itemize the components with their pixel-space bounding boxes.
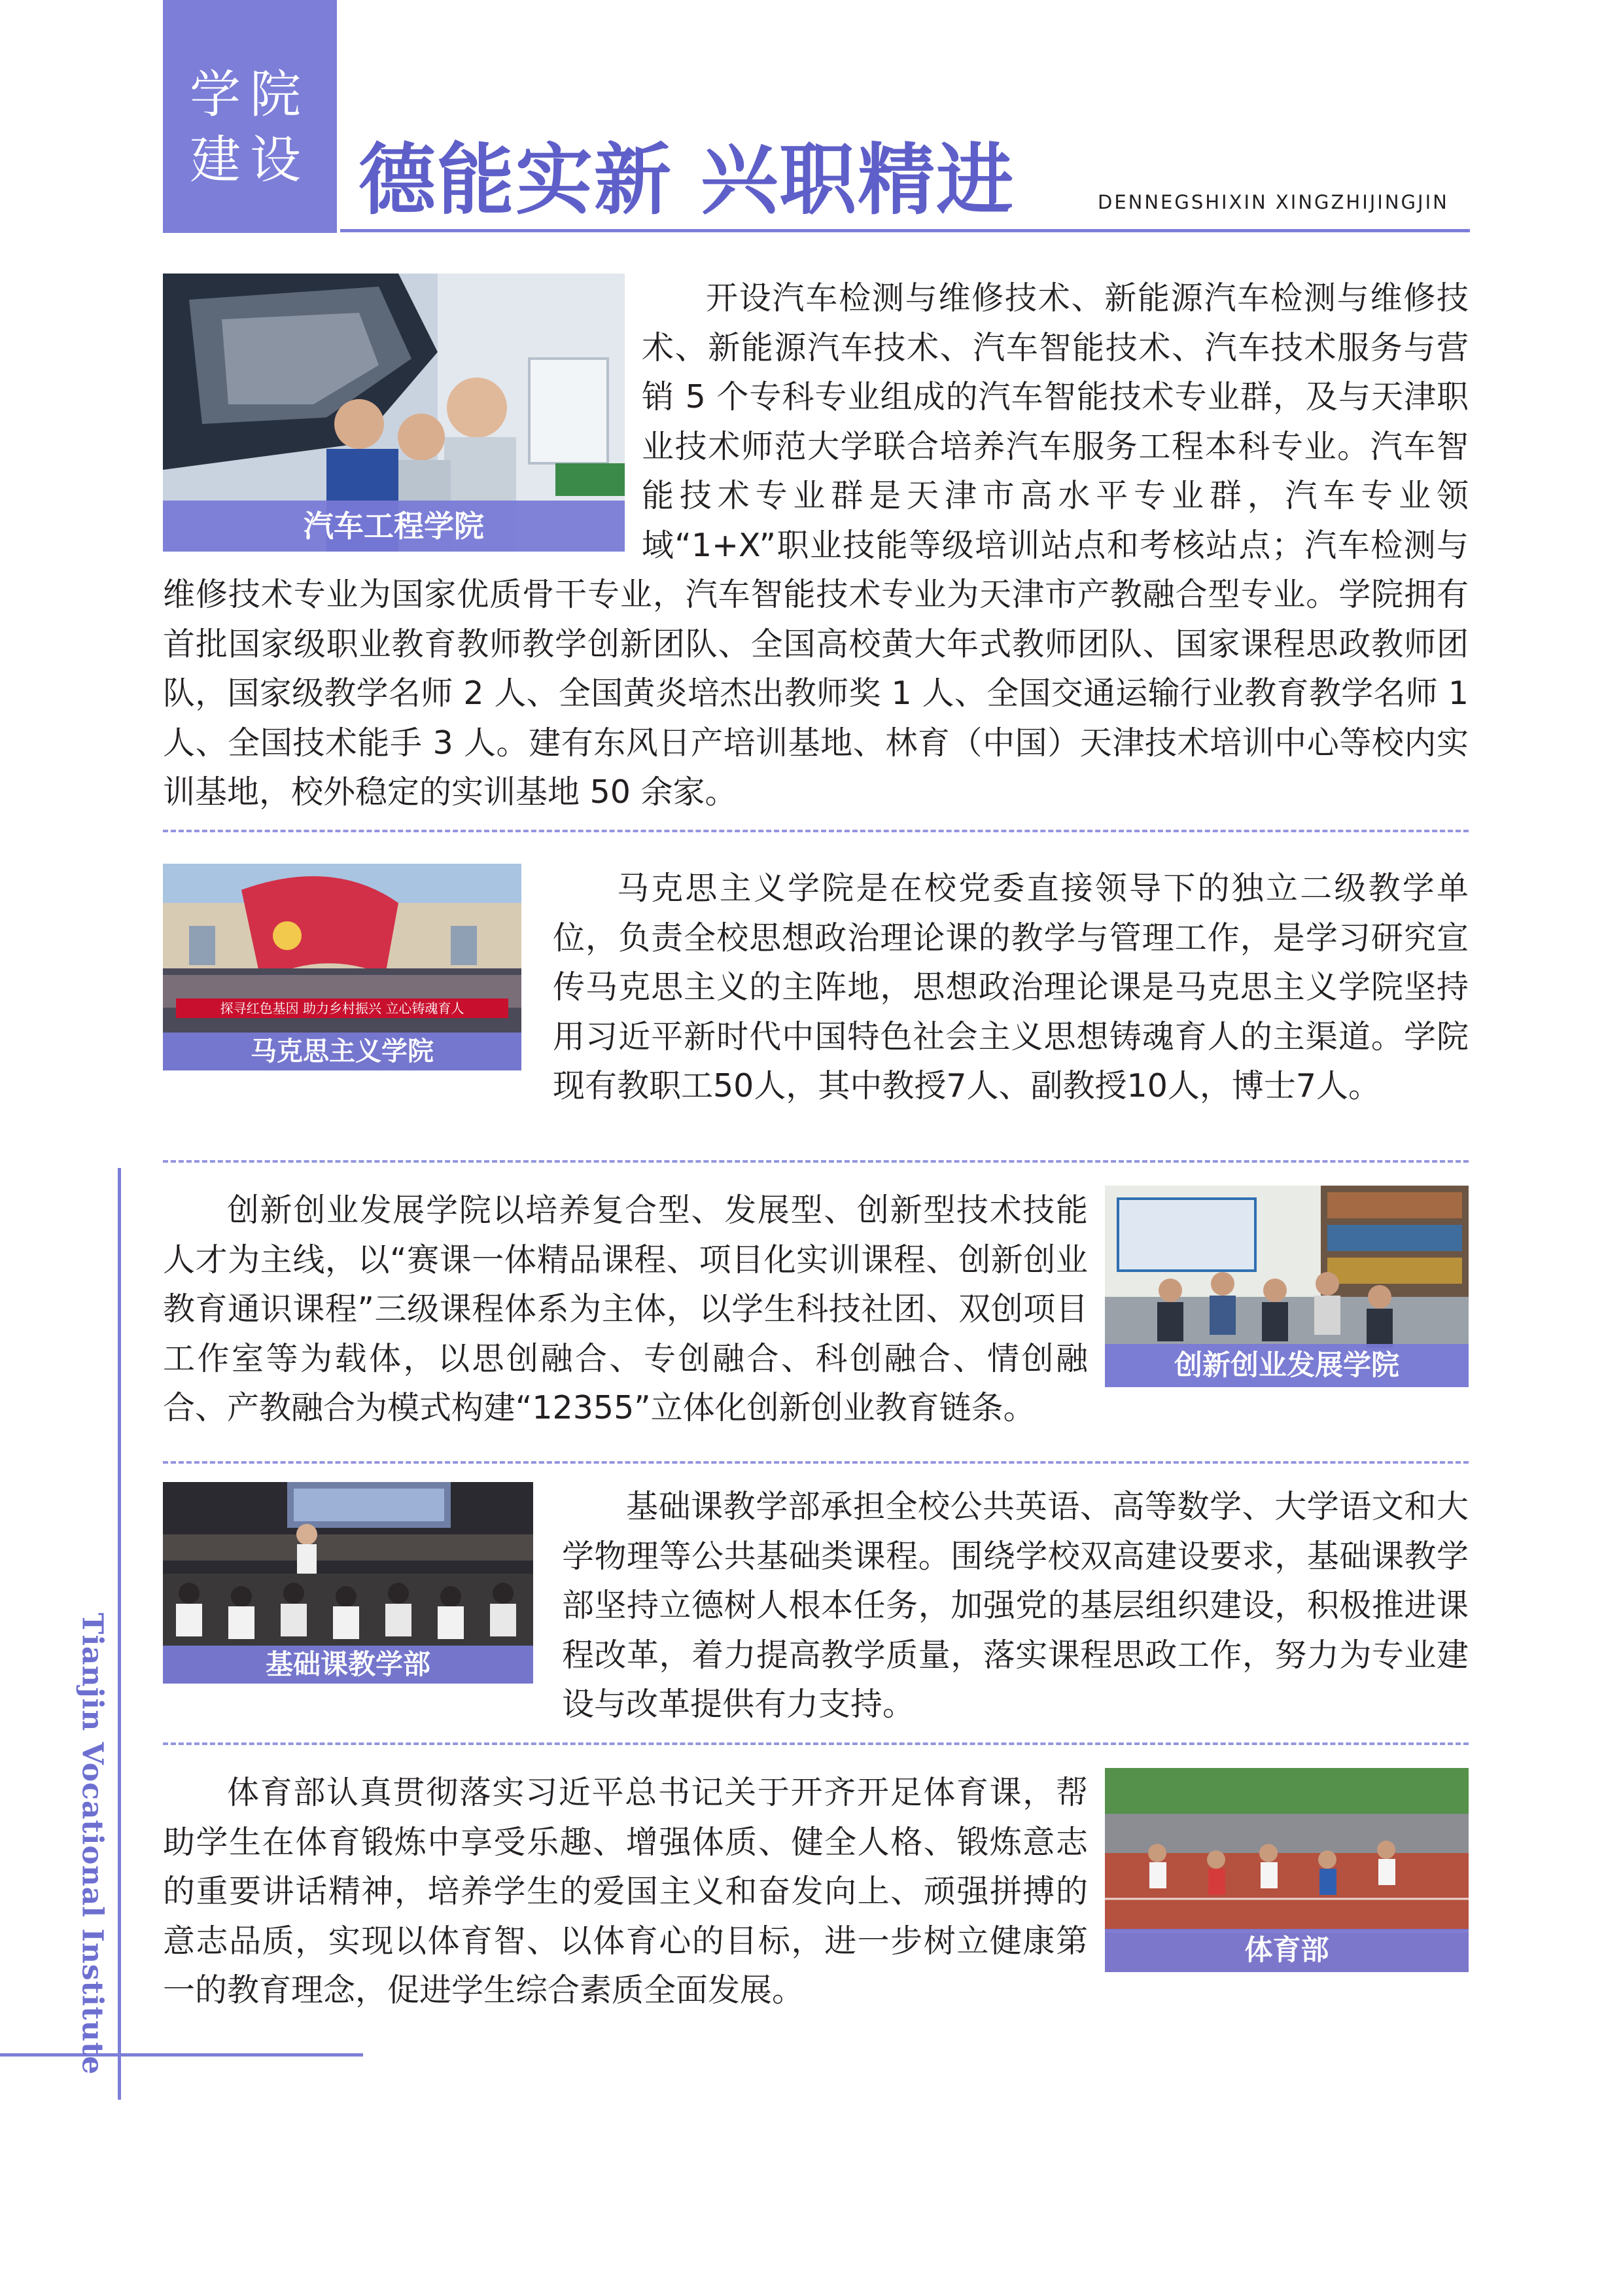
marxism-banner-text: 探寻红色基因 助力乡村振兴 立心铸魂育人 xyxy=(220,1000,464,1016)
section-tab xyxy=(163,0,337,233)
section-divider xyxy=(163,830,1469,832)
pe-caption: 体育部 xyxy=(1105,1929,1469,1972)
section-marxism xyxy=(163,864,1469,1111)
pe-photo xyxy=(1105,1768,1469,1972)
tab-line-1: 学院 xyxy=(189,65,310,124)
automotive-caption: 汽车工程学院 xyxy=(163,501,625,552)
automotive-text: 开设汽车检测与维修技术、新能源汽车检测与维修技术、新能源汽车技术、汽车智能技术、汽车技术服务与营销 5 个专科专业组成的汽车智能技术专业群，及与天津职业技术师范大学联合培养汽车服务工程本科专业。汽车智能技术专业群是天津市高水平专业群，汽车专业领域“1+X”职业技能等级培训站点和考核站点；汽车检测与维修技术专业为国家优质骨干专业，汽车智能技术专业为天津市产教融合型专业。学院拥有首批国家级职业教育教师教学创新团队、全国高校黄大年式教师团队、国家课程思政教师团队，国家级教学名师 2 人、全国黄炎培杰出教师奖 1 人、全国交通运输行业教育教学名师 1 人、全国技术能手 3 人。建有东风日产培训基地、林育（中国）天津技术培训中心等校内实训基地，校外稳定的实训基地 50 余家。 xyxy=(163,279,1469,811)
foundation-text: 基础课教学部承担全校公共英语、高等数学、大学语文和大学物理等公共基础类课程。围绕学校双高建设要求，基础课教学部坚持立德树人根本任务，加强党的基层组织建设，积极推进课程改革，着力提高教学质量，落实课程思政工作，努力为专业建设与改革提供有力支持。 xyxy=(562,1488,1469,1723)
marxism-caption: 马克思主义学院 xyxy=(163,1033,521,1070)
left-vertical-rule xyxy=(118,1168,121,2100)
marxism-photo xyxy=(163,864,521,1070)
section-innovation xyxy=(163,1186,1469,1433)
automotive-photo xyxy=(163,274,625,552)
header-rule xyxy=(340,229,1470,232)
foundation-caption: 基础课教学部 xyxy=(163,1646,533,1684)
section-tab-label xyxy=(163,62,337,193)
tab-line-2: 建设 xyxy=(189,131,310,190)
pe-text: 体育部认真贯彻落实习近平总书记关于开齐开足体育课，帮助学生在体育锻炼中享受乐趣、增强体质、健全人格、锻炼意志的重要讲话精神，培养学生的爱国主义和奋发向上、顽强拼搏的意志品质，实现以体育智、以体育心的目标，进一步树立健康第一的教育理念，促进学生综合素质全面发展。 xyxy=(163,1774,1088,2009)
foundation-photo xyxy=(163,1482,533,1684)
section-divider xyxy=(163,1160,1469,1163)
side-label xyxy=(72,1612,113,2075)
section-divider xyxy=(163,1742,1469,1745)
section-automotive xyxy=(163,274,1469,817)
innovation-photo xyxy=(1105,1186,1469,1387)
innovation-text: 创新创业发展学院以培养复合型、发展型、创新型技术技能人才为主线，以“赛课一体精品课程、项目化实训课程、创新创业教育通识课程”三级课程体系为主体，以学生科技社团、双创项目工作室等为载体，以思创融合、专创融合、科创融合、情创融合、产教融合为模式构建“12355”立体化创新创业教育链条。 xyxy=(163,1192,1088,1426)
marxism-text: 马克思主义学院是在校党委直接领导下的独立二级教学单位，负责全校思想政治理论课的教学与管理工作，是学习研究宣传马克思主义的主阵地，思想政治理论课是马克思主义学院坚持用习近平新时代中国特色社会主义思想铸魂育人的主渠道。学院现有教职工50人，其中教授7人、副教授10人，博士7人。 xyxy=(553,870,1469,1104)
bottom-left-rule xyxy=(0,2053,363,2057)
section-divider xyxy=(163,1461,1469,1464)
section-pe xyxy=(163,1768,1469,2015)
side-label-text: Tianjin Vocational Institute xyxy=(75,1612,109,2075)
page-title: 德能实新 兴职精进 xyxy=(358,135,1015,225)
page-subtitle: DENNEGSHIXIN XINGZHIJINGJIN xyxy=(1098,191,1449,213)
section-foundation xyxy=(163,1482,1469,1729)
innovation-caption: 创新创业发展学院 xyxy=(1105,1344,1469,1387)
